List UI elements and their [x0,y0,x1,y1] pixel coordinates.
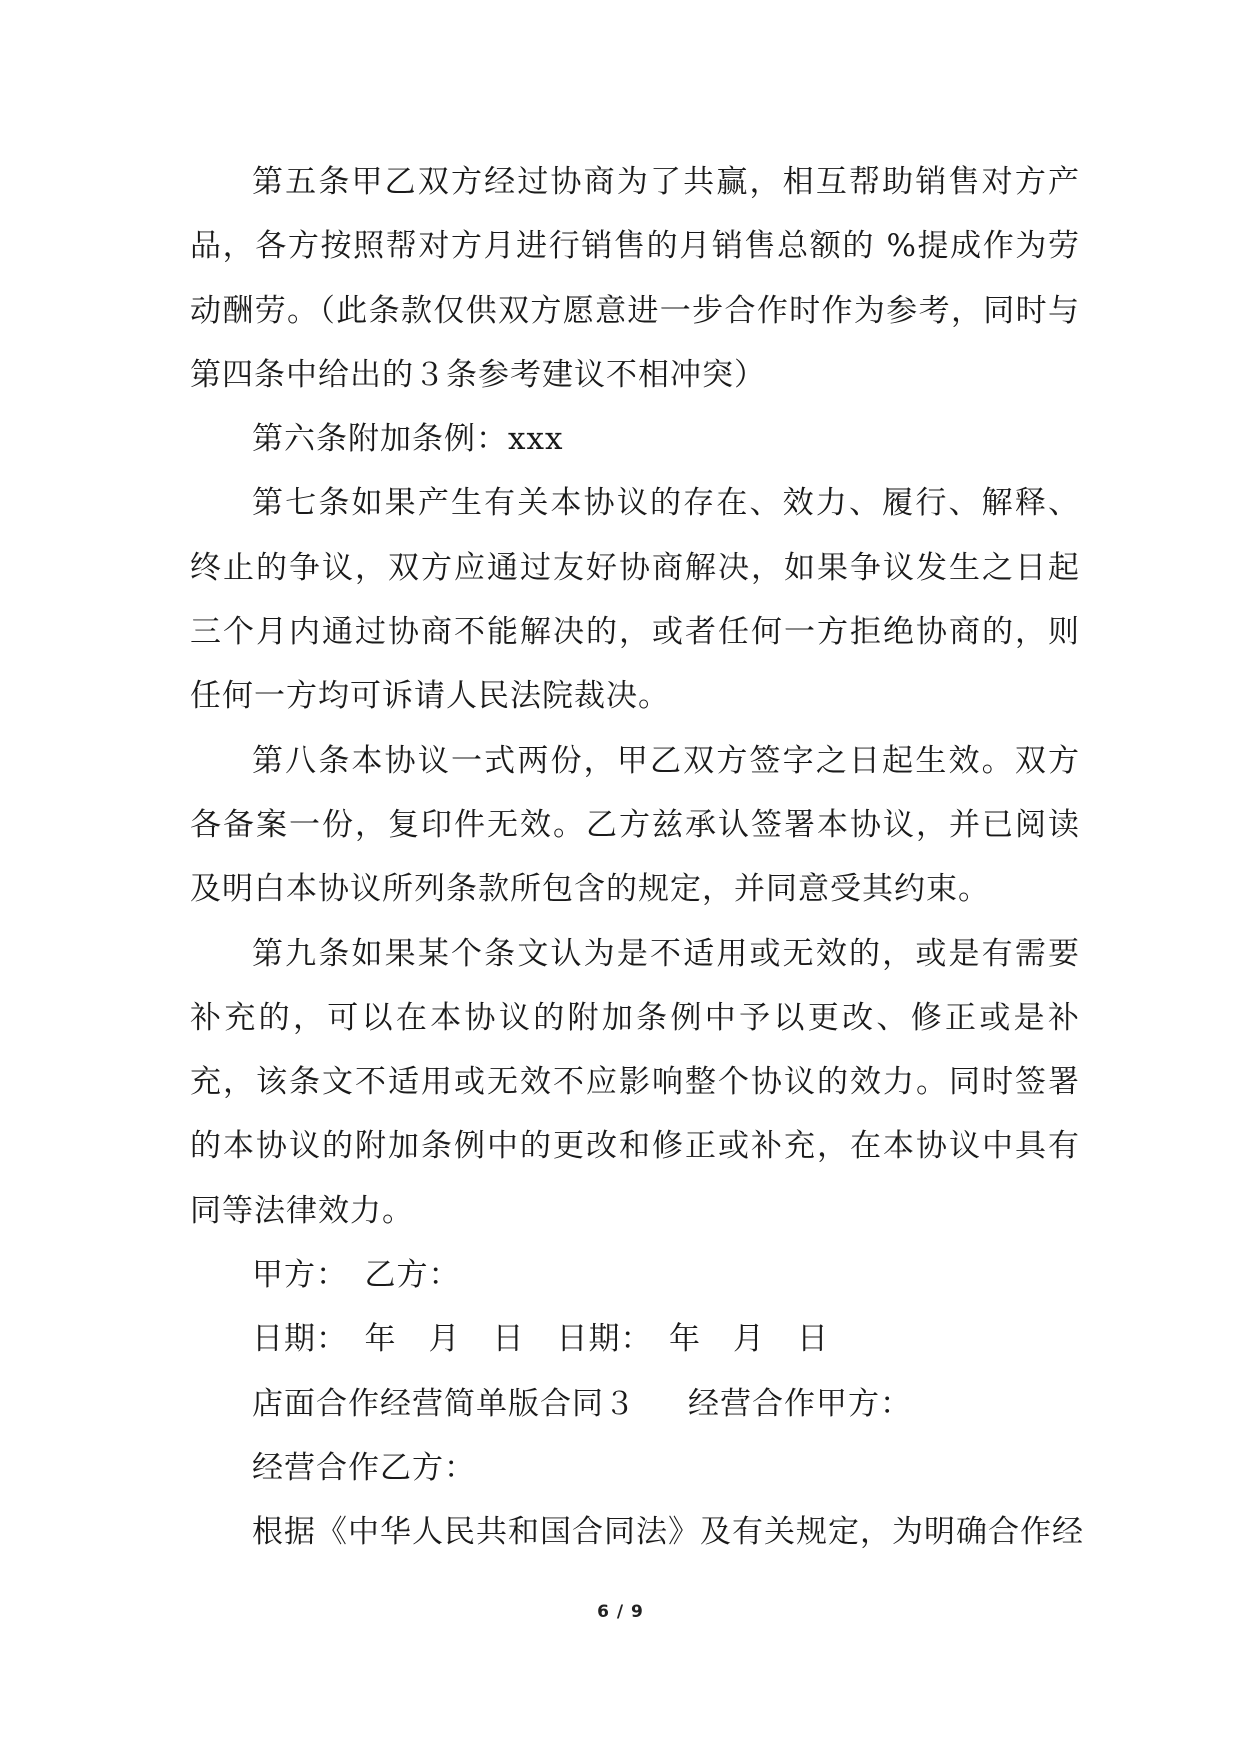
signature-line: 甲方： 乙方： [252,1257,461,1294]
contract-title-line [190,1372,1080,1436]
party-b-line: 经营合作乙方： [252,1449,476,1486]
page-number: 6 / 9 [597,1602,644,1622]
date-line: 日期： 年 月 日 日期： 年 月 日 [252,1321,829,1358]
article-6-paragraph: 第六条附加条例：xxx [252,421,564,458]
contract-title: 店面合作经营简单版合同３ [252,1385,636,1422]
article-7-paragraph: 第七条如果产生有关本协议的存在、效力、履行、解释、终止的争议，双方应通过友好协商解决，如果争议发生之日起三个月内通过协商不能解决的，或者任何一方拒绝协商的，则任何一方均可诉请人民法院裁决。 [190,485,1080,715]
document-body [190,150,1084,1565]
article-9-paragraph: 第九条如果某个条文认为是不适用或无效的，或是有需要补充的，可以在本协议的附加条例中予以更改、修正或是补充，该条文不适用或无效不应影响整个协议的效力。同时签署的本协议的附加条例中的更改和修正或补充，在本协议中具有同等法律效力。 [190,935,1080,1229]
party-a-label: 经营合作甲方： [688,1385,912,1422]
article-8-paragraph: 第八条本协议一式两份，甲乙双方签字之日起生效。双方各备案一份，复印件无效。乙方兹承认签署本协议，并已阅读及明白本协议所列条款所包含的规定，并同意受其约束。 [190,742,1080,908]
article-5-paragraph: 第五条甲乙双方经过协商为了共赢，相互帮助销售对方产品，各方按照帮对方月进行销售的月销售总额的 %提成作为劳动酬劳。（此条款仅供双方愿意进一步合作时作为参考，同时与第四条中给出的３条参考建议不相冲突） [190,164,1080,393]
preamble-paragraph: 根据《中华人民共和国合同法》及有关规定，为明确合作经 [252,1514,1084,1551]
